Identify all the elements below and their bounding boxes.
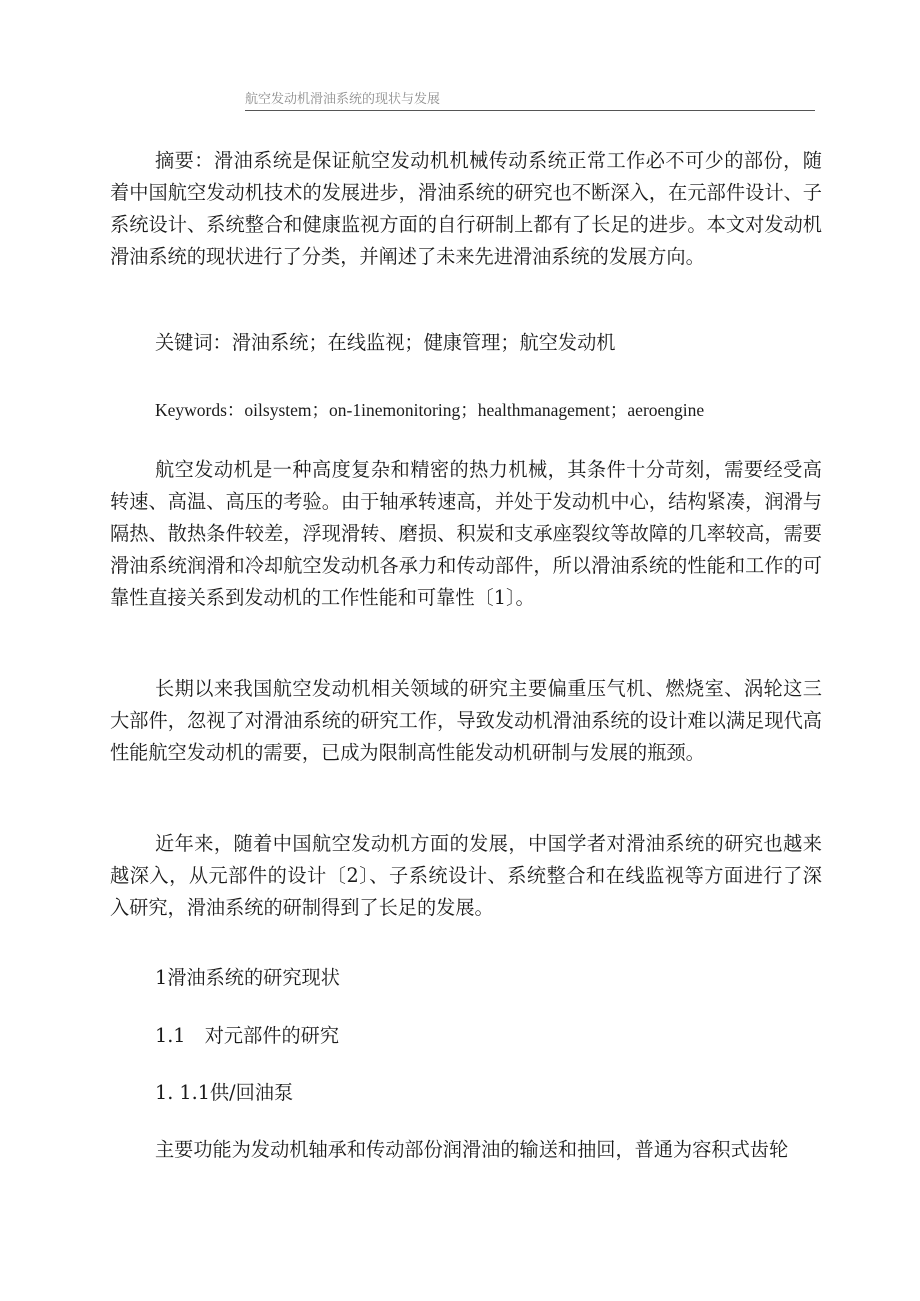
section-heading-1-1-1: 1. 1.1供/回油泵 xyxy=(155,1081,294,1104)
body-paragraph-1: 航空发动机是一种高度复杂和精密的热力机械，其条件十分苛刻，需要经受高转速、高温、高压的考验。由于轴承转速高，并处于发动机中心，结构紧凑，润滑与隔热、散热条件较差，浮现滑转、磨损、积炭和支承座裂纹等故障的几率较高，需要滑油系统润滑和冷却航空发动机各承力和传动部件，所以滑油系统的性能和工作的可靠性直接关系到发动机的工作性能和可靠性〔1〕。 xyxy=(110,458,822,609)
section-heading-1: 1滑油系统的研究现状 xyxy=(155,966,340,989)
body-paragraph-4-first-line: 主要功能为发动机轴承和传动部份润滑油的输送和抽回，普通为容积式齿轮 xyxy=(155,1138,789,1161)
abstract-paragraph: 摘要：滑油系统是保证航空发动机机械传动系统正常工作必不可少的部份，随着中国航空发动机技术的发展进步，滑油系统的研究也不断深入，在元部件设计、子系统设计、系统整合和健康监视方面的自行研制上都有了长足的进步。本文对发动机滑油系统的现状进行了分类，并阐述了未来先进滑油系统的发展方向。 xyxy=(110,149,822,268)
body-paragraph-3: 近年来，随着中国航空发动机方面的发展，中国学者对滑油系统的研究也越来越深入，从元部件的设计〔2〕、子系统设计、系统整合和在线监视等方面进行了深入研究，滑油系统的研制得到了长足的发展。 xyxy=(110,832,822,919)
section-heading-1-1: 1.1 对元部件的研究 xyxy=(155,1024,340,1047)
running-header: 航空发动机滑油系统的现状与发展 xyxy=(245,92,815,111)
keywords-chinese: 关键词：滑油系统；在线监视；健康管理；航空发动机 xyxy=(155,331,616,354)
keywords-english: Keywords：oilsystem；on-1inemonitoring；healthmanagement；aeroengine xyxy=(155,400,705,420)
body-paragraph-2: 长期以来我国航空发动机相关领域的研究主要偏重压气机、燃烧室、涡轮这三大部件，忽视了对滑油系统的研究工作，导致发动机滑油系统的设计难以满足现代高性能航空发动机的需要，已成为限制高性能发动机研制与发展的瓶颈。 xyxy=(110,677,822,764)
